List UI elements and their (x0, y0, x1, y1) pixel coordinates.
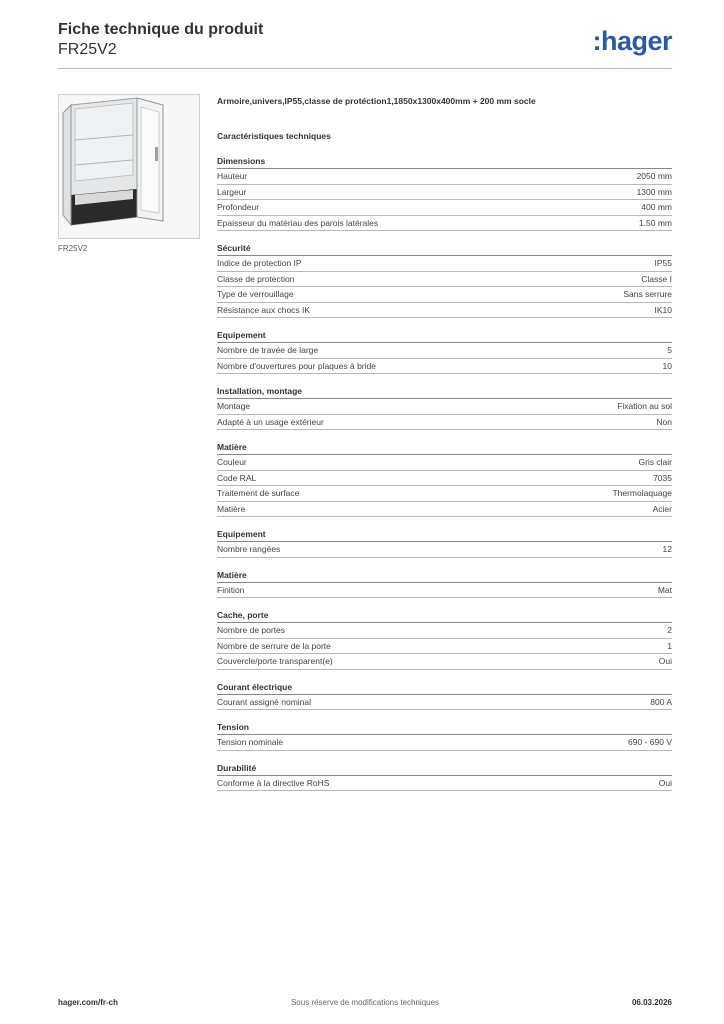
section-heading: Caractéristiques techniques (217, 131, 331, 141)
spec-value: IK10 (654, 304, 672, 315)
spec-label: Résistance aux chocs IK (217, 304, 311, 315)
spec-label: Courant assigné nominal (217, 696, 312, 707)
group-title: Matière (217, 568, 672, 583)
spec-row (217, 776, 672, 792)
spec-row (217, 169, 672, 185)
spec-label: Largeur (217, 186, 247, 197)
spec-group-equipement-2 (217, 527, 672, 558)
spec-group-tension (217, 720, 672, 751)
spec-label: Adapté à un usage extérieur (217, 416, 324, 427)
spec-label: Hauteur (217, 171, 248, 181)
spec-value: Thermolaquage (612, 488, 672, 498)
spec-value: Non (656, 416, 672, 427)
spec-group-cache-porte (217, 608, 672, 670)
spec-value: Oui (658, 777, 672, 788)
group-title: Courant électrique (217, 680, 672, 695)
spec-value: 800 A (650, 696, 672, 707)
spec-row (217, 735, 672, 751)
spec-label: Classe de protection (217, 273, 295, 284)
product-description: Armoire,univers,IP55,classe de protéction1,1850x1300x400mm + 200 mm socle (217, 96, 536, 106)
product-reference: FR25V2 (58, 41, 117, 58)
spec-label: Conforme à la directive RoHS (217, 777, 330, 788)
image-caption: FR25V2 (58, 244, 88, 253)
spec-value: Acier (652, 503, 672, 514)
footer-date: 06.03.2026 (631, 998, 672, 1007)
spec-group-matiere-2 (217, 568, 672, 599)
spec-row (217, 471, 672, 487)
spec-label: Nombre rangées (217, 544, 281, 554)
spec-group-courant (217, 680, 672, 711)
spec-row (217, 399, 672, 415)
spec-label: Montage (217, 401, 251, 411)
spec-label: Traitement de surface (217, 488, 300, 498)
group-title: Equipement (217, 328, 672, 343)
spec-value: 690 - 690 V (628, 737, 672, 747)
group-title: Matière (217, 440, 672, 455)
spec-label: Code RAL (217, 472, 257, 483)
spec-group-dimensions (217, 154, 672, 231)
spec-group-matiere (217, 440, 672, 517)
spec-value: Classe I (641, 273, 672, 284)
spec-row (217, 654, 672, 670)
spec-label: Matière (217, 503, 246, 514)
cabinet-illustration (59, 95, 199, 238)
spec-row (217, 303, 672, 319)
spec-row (217, 583, 672, 599)
hager-logo: :hager (592, 26, 672, 56)
spec-value: 10 (662, 360, 672, 371)
spec-label: Epaisseur du matériau des parois latérales (217, 217, 379, 228)
spec-value: Oui (658, 656, 672, 666)
spec-row (217, 185, 672, 201)
spec-group-durabilite (217, 761, 672, 792)
group-title: Tension (217, 720, 672, 735)
spec-row (217, 695, 672, 711)
spec-label: Nombre de serrure de la porte (217, 640, 331, 651)
page-footer (58, 998, 672, 1010)
spec-label: Nombre de travée de large (217, 345, 319, 355)
footer-notice: Sous réserve de modifications techniques (290, 998, 440, 1007)
spec-label: Couvercle/porte transparent(e) (217, 656, 333, 666)
spec-row (217, 272, 672, 288)
spec-label: Couleur (217, 457, 247, 467)
spec-group-securite (217, 241, 672, 318)
header-divider (58, 68, 672, 69)
page-header (58, 20, 672, 70)
spec-value: 2 (667, 625, 672, 635)
spec-value: 5 (667, 345, 672, 355)
spec-label: Nombre de portes (217, 625, 286, 635)
spec-row (217, 486, 672, 502)
spec-row (217, 216, 672, 232)
spec-row (217, 542, 672, 558)
group-title: Dimensions (217, 154, 672, 169)
group-title: Cache, porte (217, 608, 672, 623)
spec-value: Fixation au sol (617, 401, 672, 411)
spec-row (217, 200, 672, 216)
spec-value: Mat (657, 584, 672, 595)
spec-value: IP55 (654, 258, 672, 268)
spec-label: Type de verrouillage (217, 289, 294, 299)
footer-website-link[interactable]: hager.com/fr-ch (58, 998, 119, 1007)
group-title: Durabilité (217, 761, 672, 776)
group-title: Sécurité (217, 241, 672, 256)
spec-label: Finition (217, 584, 245, 595)
spec-value: 400 mm (641, 202, 672, 212)
spec-row (217, 359, 672, 375)
group-title: Installation, montage (217, 384, 672, 399)
spec-row (217, 639, 672, 655)
spec-label: Nombre d'ouvertures pour plaques à bride (217, 360, 376, 371)
spec-group-equipement (217, 328, 672, 374)
spec-value: 1.50 mm (638, 217, 672, 228)
spec-row (217, 415, 672, 431)
spec-label: Profondeur (217, 202, 260, 212)
spec-row (217, 343, 672, 359)
spec-content (217, 95, 672, 791)
spec-value: 2050 mm (636, 171, 672, 181)
spec-row (217, 502, 672, 518)
spec-value: Gris clair (638, 457, 672, 467)
page-title: Fiche technique du produit (58, 21, 264, 38)
spec-row (217, 455, 672, 471)
product-image (58, 94, 200, 239)
group-title: Equipement (217, 527, 672, 542)
spec-label: Tension nominale (217, 737, 284, 747)
spec-label: Indice de protection IP (217, 258, 302, 268)
spec-value: 12 (662, 544, 672, 554)
spec-group-installation (217, 384, 672, 430)
spec-row (217, 623, 672, 639)
spec-value: Sans serrure (623, 289, 672, 299)
spec-value: 1300 mm (636, 186, 672, 197)
spec-value: 1 (667, 640, 672, 651)
spec-row (217, 256, 672, 272)
spec-row (217, 287, 672, 303)
spec-value: 7035 (653, 472, 672, 483)
